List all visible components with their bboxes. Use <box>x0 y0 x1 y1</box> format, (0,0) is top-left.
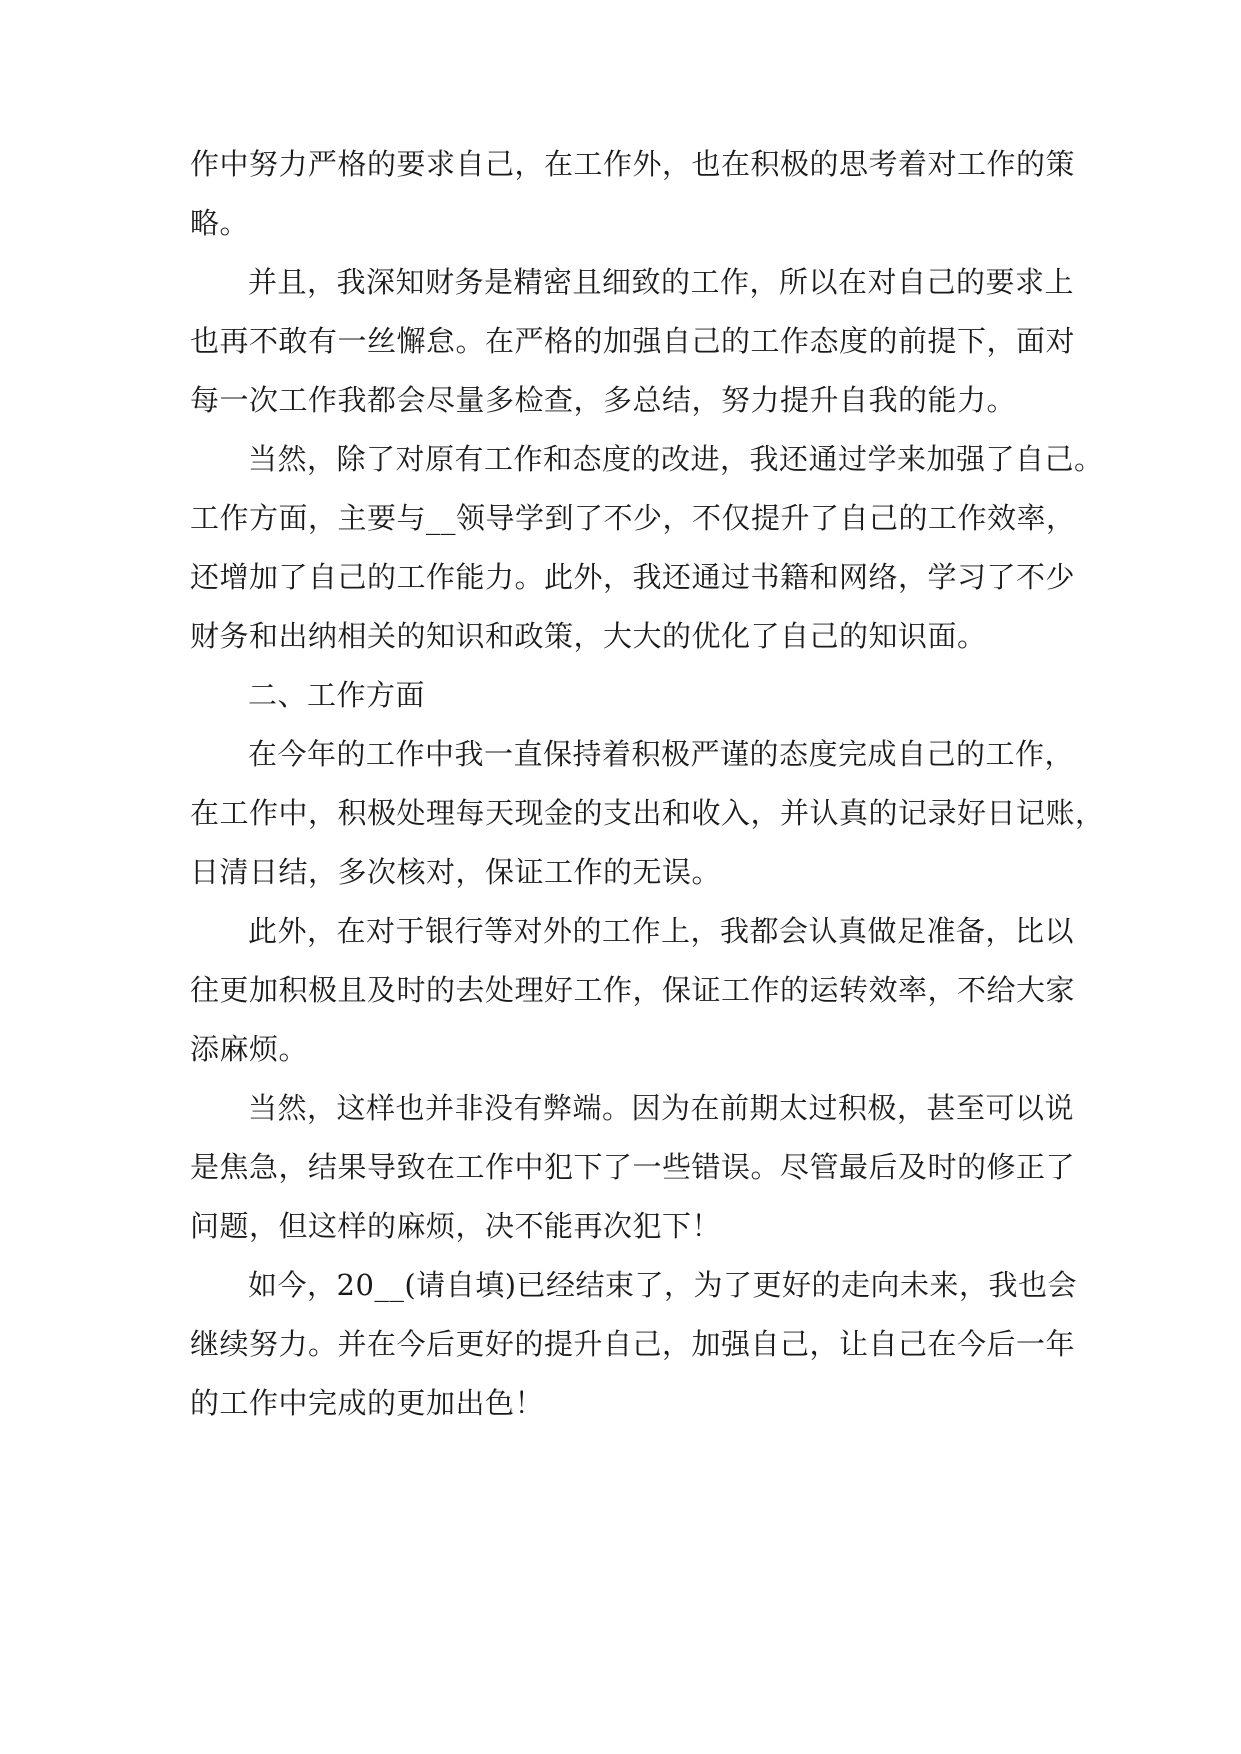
text-line: 添麻烦。 <box>190 1032 309 1066</box>
text-line: 问题，但这样的麻烦，决不能再次犯下！ <box>190 1209 722 1243</box>
paragraph-first-line: 当然，除了对原有工作和态度的改进，我还通过学来加强了自己。 <box>248 442 1104 476</box>
text-line: 每一次工作我都会尽量多检查，多总结，努力提升自我的能力。 <box>190 383 1017 417</box>
text-line: 工作方面，主要与__领导学到了不少，不仅提升了自己的工作效率， <box>190 501 1076 535</box>
paragraph-first-line: 并且，我深知财务是精密且细致的工作，所以在对自己的要求上 <box>248 265 1075 299</box>
text-line: 往更加积极且及时的去处理好工作，保证工作的运转效率，不给大家 <box>190 973 1076 1007</box>
text-line: 也再不敢有一丝懈怠。在严格的加强自己的工作态度的前提下，面对 <box>190 324 1076 358</box>
paragraph-first-line: 如今，20__(请自填)已经结束了，为了更好的走向未来，我也会 <box>248 1268 1078 1302</box>
section-heading: 二、工作方面 <box>248 678 426 712</box>
text-line: 财务和出纳相关的知识和政策，大大的优化了自己的知识面。 <box>190 619 987 653</box>
text-line: 作中努力严格的要求自己，在工作外，也在积极的思考着对工作的策 <box>190 147 1076 181</box>
text-line: 在工作中，积极处理每天现金的支出和收入，并认真的记录好日记账， <box>190 796 1105 830</box>
text-line: 是焦急，结果导致在工作中犯下了一些错误。尽管最后及时的修正了 <box>190 1150 1076 1184</box>
paragraph-first-line: 此外，在对于银行等对外的工作上，我都会认真做足准备，比以 <box>248 914 1075 948</box>
text-line: 还增加了自己的工作能力。此外，我还通过书籍和网络，学习了不少 <box>190 560 1076 594</box>
text-line: 继续努力。并在今后更好的提升自己，加强自己，让自己在今后一年 <box>190 1327 1076 1361</box>
paragraph-first-line: 当然，这样也并非没有弊端。因为在前期太过积极，甚至可以说 <box>248 1091 1075 1125</box>
text-line: 略。 <box>190 206 250 240</box>
text-line: 的工作中完成的更加出色！ <box>190 1386 545 1420</box>
paragraph-first-line: 在今年的工作中我一直保持着积极严谨的态度完成自己的工作， <box>248 737 1075 771</box>
text-line: 日清日结，多次核对，保证工作的无误。 <box>190 855 722 889</box>
